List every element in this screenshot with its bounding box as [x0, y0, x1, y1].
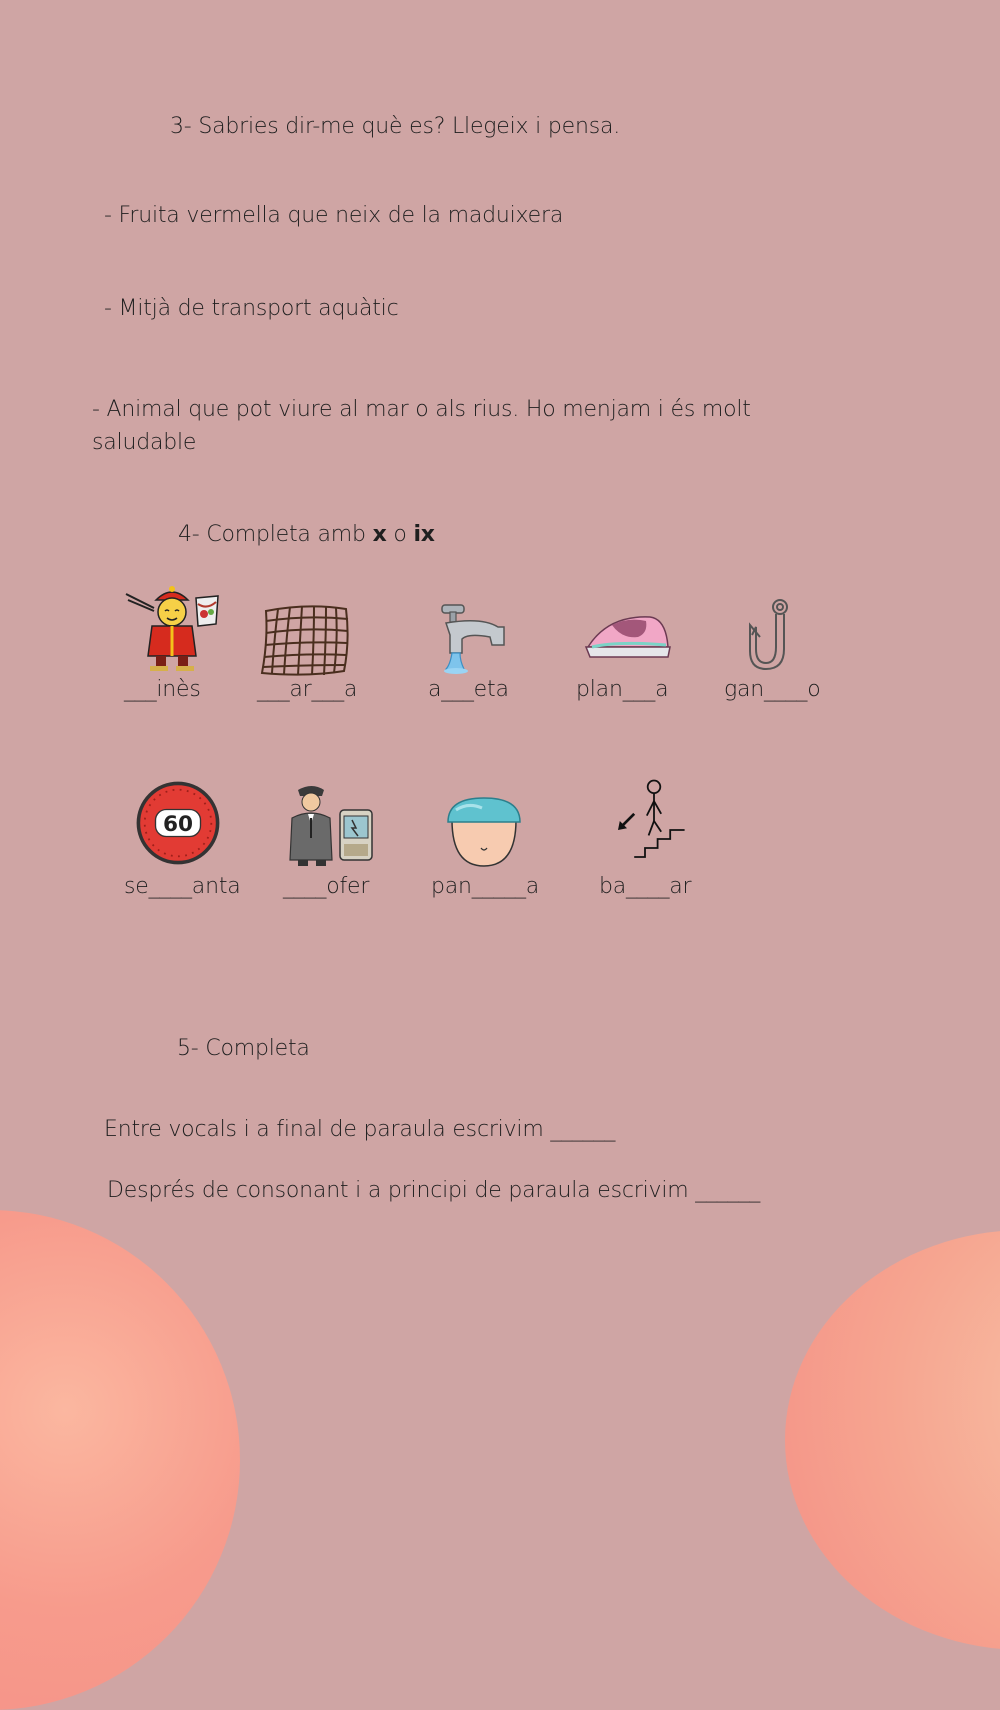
clue-strawberry: - Fruita vermella que neix de la maduixera	[104, 203, 564, 228]
word-xofer[interactable]: ____ofer	[283, 874, 370, 899]
faucet-icon	[422, 594, 522, 684]
section-3-title: 3- Sabries dir-me què es? Llegeix i pensa.	[170, 114, 621, 139]
decorative-blob-right	[785, 1230, 1000, 1650]
section-4-title: 4- Completa amb x o ix	[178, 522, 435, 547]
rule-between-vowels[interactable]: Entre vocals i a final de paraula escrivim ______	[104, 1117, 616, 1142]
sixty-label: 60	[162, 812, 194, 838]
driver-icon	[278, 778, 378, 868]
word-planxa[interactable]: plan___a	[576, 677, 669, 702]
net-icon	[258, 596, 358, 686]
stairs-down-icon	[604, 776, 704, 866]
section-5-title: 5- Completa	[177, 1036, 310, 1061]
word-panxa[interactable]: pan_____a	[431, 874, 540, 899]
iron-icon	[578, 590, 678, 680]
word-seixanta[interactable]: se____anta	[124, 874, 241, 899]
word-baixar[interactable]: ba____ar	[599, 874, 692, 899]
clue-boat: - Mitjà de transport aquàtic	[104, 296, 399, 321]
word-ganxo[interactable]: gan____o	[724, 677, 821, 702]
word-xines[interactable]: ___inès	[124, 677, 201, 702]
option-x: x	[372, 522, 387, 547]
word-aixeta[interactable]: a___eta	[428, 677, 509, 702]
decorative-blob-left	[0, 1210, 240, 1710]
chinese-man-icon	[122, 584, 222, 674]
rule-after-consonant[interactable]: Després de consonant i a principi de paraula escrivim ______	[107, 1178, 761, 1203]
clue-fish: - Animal que pot viure al mar o als rius. Ho menjam i és molt saludable	[92, 397, 751, 455]
belly-icon	[434, 786, 534, 876]
option-ix: ix	[413, 522, 435, 547]
hook-icon	[720, 590, 820, 680]
sixty-icon	[128, 778, 228, 868]
word-xarxa[interactable]: ___ar___a	[257, 677, 358, 702]
